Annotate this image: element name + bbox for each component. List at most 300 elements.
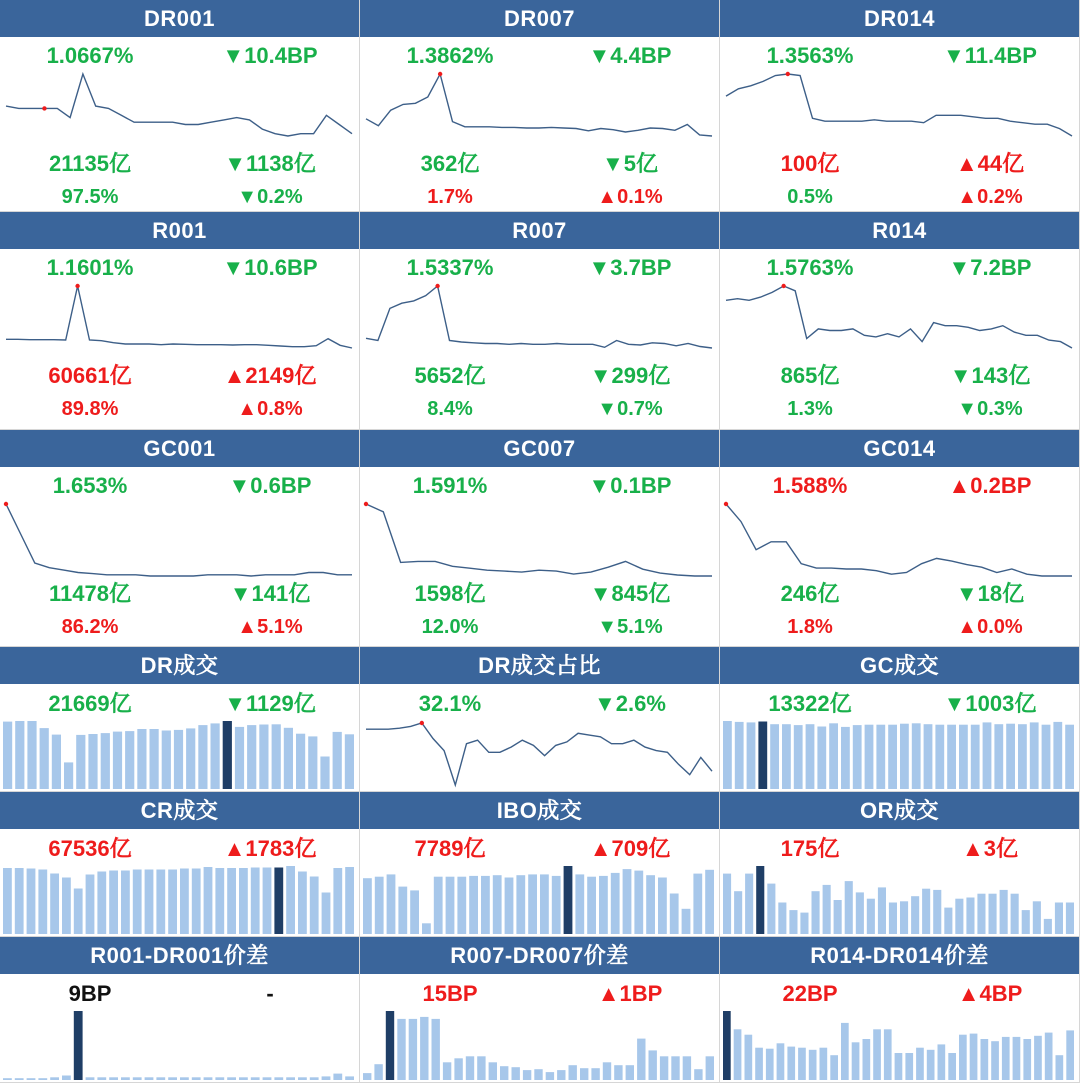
bar — [682, 909, 691, 934]
panel-r001-dr001 — [0, 937, 360, 1083]
bar — [156, 1077, 165, 1080]
panel-title: CR成交 — [0, 792, 359, 829]
bar — [649, 1050, 657, 1080]
bar — [745, 874, 753, 934]
bar — [251, 868, 260, 935]
share-value-change: ▲0.0% — [957, 616, 1023, 638]
bar — [477, 1056, 485, 1080]
bar — [694, 1069, 702, 1080]
bar — [856, 892, 864, 934]
panel-r001 — [0, 212, 360, 430]
bar — [841, 1023, 849, 1080]
bar — [397, 1019, 405, 1080]
peak-point — [786, 72, 790, 76]
bar — [905, 1053, 913, 1080]
peak-point — [420, 721, 424, 725]
bar — [15, 721, 24, 789]
rate-value: 1.3862% — [406, 43, 494, 68]
volume-value-change: ▲2149亿 — [223, 363, 317, 388]
bar — [889, 903, 897, 935]
bar — [192, 1077, 201, 1080]
bar — [693, 874, 702, 934]
share-value-change: ▲0.8% — [237, 398, 303, 420]
bar — [345, 867, 354, 934]
bar — [150, 729, 159, 789]
share-value-change: ▼0.7% — [597, 398, 663, 420]
bar — [109, 1077, 118, 1080]
volume-value-change: ▼1138亿 — [224, 151, 316, 176]
bar — [1066, 1030, 1074, 1080]
bar — [398, 887, 407, 934]
bar — [345, 1076, 354, 1080]
bar — [634, 871, 643, 934]
bar — [705, 870, 714, 934]
bar-chart — [0, 1009, 360, 1080]
bar — [528, 874, 537, 934]
rate-value-change: ▼2.6% — [594, 691, 666, 716]
bar — [626, 1065, 634, 1080]
bar — [15, 1078, 24, 1080]
bar-latest — [74, 1011, 83, 1080]
bar — [546, 1072, 554, 1080]
panel-gc — [720, 647, 1080, 792]
panel-dr014 — [720, 0, 1080, 212]
bar — [611, 873, 620, 934]
bar — [970, 1034, 978, 1080]
bar — [133, 1077, 142, 1080]
bar — [922, 889, 930, 934]
bar — [927, 1050, 935, 1080]
bar — [333, 732, 342, 789]
bar — [587, 877, 596, 934]
bar — [215, 1077, 224, 1080]
bar — [239, 868, 248, 934]
bar — [121, 1077, 130, 1080]
bar — [1066, 903, 1074, 935]
bar — [1030, 722, 1039, 789]
bar — [443, 1062, 451, 1080]
bar — [800, 913, 808, 934]
rate-value-change: ▼1003亿 — [943, 691, 1037, 716]
bar — [1013, 1037, 1021, 1080]
bar — [1034, 1036, 1042, 1080]
bar — [955, 899, 963, 934]
rate-value-change: - — [266, 981, 274, 1006]
rate-value-change: ▲709亿 — [589, 836, 671, 861]
bar — [938, 1044, 946, 1080]
peak-point — [75, 284, 79, 288]
bar — [235, 727, 244, 789]
bar — [180, 869, 189, 935]
series-line — [366, 723, 712, 785]
bar — [251, 1077, 260, 1080]
bar — [766, 1049, 774, 1080]
rate-value: 1.0667% — [46, 43, 134, 68]
bar — [557, 1070, 565, 1080]
bar — [845, 881, 853, 934]
peak-point — [42, 106, 46, 110]
volume-value-change: ▼141亿 — [229, 581, 311, 606]
bar — [614, 1065, 622, 1080]
bar-latest — [386, 1011, 394, 1080]
bar — [466, 1056, 474, 1080]
series-line — [726, 74, 1072, 136]
bar — [322, 893, 331, 935]
rate-value-change: ▼10.6BP — [222, 255, 318, 280]
bar — [52, 735, 61, 789]
bar — [1042, 725, 1051, 789]
series-line — [6, 504, 352, 576]
volume-value: 246亿 — [780, 581, 840, 606]
bar — [591, 1068, 599, 1080]
bar — [469, 876, 478, 934]
bar — [959, 1035, 967, 1080]
bar — [27, 721, 36, 789]
share-value-change: ▼0.2% — [237, 186, 303, 208]
bar — [989, 894, 997, 934]
bar — [298, 1077, 307, 1080]
line-chart — [360, 500, 720, 580]
bar — [755, 1048, 763, 1080]
bar — [88, 734, 97, 789]
line-chart — [720, 500, 1080, 580]
bar — [1055, 903, 1063, 935]
share-value-change: ▲5.1% — [237, 616, 303, 638]
bar — [834, 900, 842, 934]
panel-title: DR014 — [720, 0, 1079, 37]
panel-gc007 — [360, 430, 720, 647]
bar — [121, 871, 130, 935]
bar — [884, 1029, 892, 1080]
panel-ibo — [360, 792, 720, 937]
bar — [1065, 725, 1074, 789]
bar — [1002, 1037, 1010, 1080]
bar — [823, 885, 831, 934]
bar — [308, 736, 317, 789]
peak-point — [781, 284, 785, 288]
bar — [841, 727, 850, 789]
bar — [540, 874, 549, 934]
rate-value-change: ▲1BP — [597, 981, 663, 1006]
series-line — [366, 504, 712, 576]
volume-value: 100亿 — [780, 151, 840, 176]
bar — [912, 723, 921, 789]
bar — [284, 728, 293, 789]
bar — [734, 891, 742, 934]
bar — [723, 874, 731, 934]
rate-value-change: ▼4.4BP — [588, 43, 672, 68]
bar — [409, 1019, 417, 1080]
panel-dr007 — [360, 0, 720, 212]
rate-value: 1.1601% — [46, 255, 134, 280]
bar — [820, 1048, 828, 1080]
bar — [777, 1043, 785, 1080]
bar — [947, 725, 956, 789]
bar — [569, 1065, 577, 1080]
bar — [286, 1077, 295, 1080]
bar — [109, 871, 118, 935]
bar — [798, 1048, 806, 1080]
share-value: 0.5% — [787, 186, 833, 208]
bar — [375, 877, 384, 934]
bar — [263, 1077, 272, 1080]
bar — [735, 722, 744, 789]
bar — [247, 725, 256, 789]
volume-value: 60661亿 — [48, 363, 132, 388]
bar — [481, 876, 490, 934]
line-chart — [0, 282, 360, 352]
bar — [86, 875, 95, 935]
panel-title: R014 — [720, 212, 1079, 249]
bar — [500, 1066, 508, 1080]
series-line — [366, 74, 712, 136]
panel-title: DR001 — [0, 0, 359, 37]
share-value: 8.4% — [427, 398, 473, 420]
rate-value: 21669亿 — [48, 691, 132, 716]
bar — [27, 869, 36, 935]
rate-value-change: ▼7.2BP — [948, 255, 1032, 280]
bar — [227, 868, 236, 934]
bar — [977, 894, 985, 934]
rate-value: 67536亿 — [48, 836, 132, 861]
volume-value-change: ▲44亿 — [955, 151, 1025, 176]
bar — [454, 1058, 462, 1080]
bar — [145, 870, 154, 935]
bar — [113, 732, 122, 789]
panel-title: R014-DR014价差 — [720, 937, 1079, 974]
bar — [168, 1077, 177, 1080]
bar — [916, 1048, 924, 1080]
volume-value-change: ▼299亿 — [589, 363, 671, 388]
bar — [374, 1064, 382, 1080]
panel-or — [720, 792, 1080, 937]
bar — [959, 725, 968, 789]
bar — [723, 721, 732, 789]
bar — [876, 725, 885, 789]
bar — [878, 887, 886, 934]
bar — [333, 1074, 342, 1080]
rate-value: 7789亿 — [414, 836, 486, 861]
bar — [971, 725, 980, 789]
bar — [156, 870, 165, 935]
bar — [50, 1077, 59, 1080]
bar — [830, 1055, 838, 1080]
series-line — [6, 286, 352, 348]
bar — [806, 724, 815, 789]
bar — [489, 1062, 497, 1080]
bar — [637, 1039, 645, 1080]
bar — [420, 1017, 428, 1080]
bar — [782, 724, 791, 789]
bar — [767, 884, 775, 934]
panel-r014 — [720, 212, 1080, 430]
panel-gc014 — [720, 430, 1080, 647]
panel-title: OR成交 — [720, 792, 1079, 829]
bar — [434, 877, 443, 934]
bar-chart — [360, 864, 720, 934]
volume-value: 21135亿 — [49, 151, 131, 176]
bar — [322, 1076, 331, 1080]
volume-value-change: ▼5亿 — [601, 151, 658, 176]
panel-title: GC014 — [720, 430, 1079, 467]
bar — [3, 868, 12, 934]
bar — [38, 870, 47, 935]
bar — [900, 724, 909, 789]
share-value: 86.2% — [61, 616, 119, 638]
bar-latest — [723, 1011, 731, 1080]
bar — [966, 898, 974, 935]
bar — [888, 725, 897, 789]
bar-latest — [564, 866, 573, 934]
bar — [1056, 1055, 1064, 1080]
panel-title: R007-DR007价差 — [360, 937, 719, 974]
rate-value-change: ▼11.4BP — [943, 43, 1037, 68]
bar — [670, 894, 679, 935]
bar — [76, 735, 85, 789]
rate-value: 22BP — [782, 981, 838, 1006]
bar — [174, 730, 183, 789]
bar — [1044, 919, 1052, 934]
rate-value: 1.5763% — [766, 255, 854, 280]
bar — [145, 1077, 154, 1080]
panel-title: GC001 — [0, 430, 359, 467]
volume-value-change: ▼143亿 — [949, 363, 1031, 388]
bar — [263, 868, 272, 935]
bar — [603, 1062, 611, 1080]
bar-latest — [756, 866, 764, 934]
peak-point — [4, 502, 8, 506]
bar — [125, 731, 134, 789]
bar-chart — [360, 1009, 720, 1080]
bar-chart — [720, 1009, 1080, 1080]
rate-value: 175亿 — [780, 836, 840, 861]
bar — [3, 1078, 12, 1080]
bar — [865, 725, 874, 789]
bar — [363, 878, 372, 934]
bar-chart — [720, 719, 1080, 789]
bar — [660, 1056, 668, 1080]
bar — [900, 901, 908, 934]
line-chart — [0, 500, 360, 580]
bar — [534, 1069, 542, 1080]
bar — [523, 1070, 531, 1080]
bar — [852, 1042, 860, 1080]
line-chart — [360, 70, 720, 140]
bar — [981, 1039, 989, 1080]
bar — [873, 1029, 881, 1080]
bar — [15, 868, 24, 934]
bar — [432, 1019, 440, 1080]
bar — [867, 899, 875, 934]
bar — [924, 724, 933, 789]
bar — [1033, 901, 1041, 934]
bar — [512, 1067, 520, 1080]
bar — [38, 1078, 47, 1080]
bar — [794, 725, 803, 789]
line-chart — [360, 282, 720, 352]
share-value: 12.0% — [421, 616, 479, 638]
bar — [133, 870, 142, 935]
bar — [215, 868, 224, 934]
bar-latest — [223, 721, 232, 789]
bar — [983, 722, 992, 789]
rate-value: 13322亿 — [768, 691, 852, 716]
volume-value: 11478亿 — [49, 581, 131, 606]
bar-chart — [720, 864, 1080, 934]
bar — [944, 908, 952, 934]
bar — [446, 877, 455, 934]
rate-value: 1.5337% — [406, 255, 494, 280]
bar — [204, 1077, 213, 1080]
bar — [259, 725, 268, 790]
bar — [180, 1077, 189, 1080]
bar — [86, 1077, 95, 1080]
bar — [97, 872, 106, 935]
bar — [812, 891, 820, 934]
bar — [274, 1077, 283, 1080]
panel-title: R007 — [360, 212, 719, 249]
bar — [789, 910, 797, 934]
bar — [747, 722, 756, 789]
bar-chart — [0, 864, 360, 934]
bar — [62, 1076, 71, 1081]
bar — [101, 733, 110, 789]
rate-value-change: ▼1129亿 — [224, 691, 316, 716]
volume-value: 865亿 — [780, 363, 840, 388]
bar — [505, 878, 514, 935]
panel-gc001 — [0, 430, 360, 647]
rate-value-change: ▲1783亿 — [223, 836, 317, 861]
bar — [227, 1077, 236, 1080]
bar — [911, 896, 919, 934]
bar — [706, 1056, 714, 1080]
bar — [853, 725, 862, 789]
bar — [787, 1047, 795, 1080]
bar — [62, 878, 71, 935]
bar — [1053, 722, 1062, 789]
panel-title: GC007 — [360, 430, 719, 467]
bar — [1018, 724, 1027, 789]
peak-point — [438, 72, 442, 76]
bar — [286, 866, 295, 934]
rate-value-change: ▲3亿 — [961, 836, 1018, 861]
bar — [683, 1056, 691, 1080]
bar — [948, 1053, 956, 1080]
share-value-change: ▲0.1% — [597, 186, 663, 208]
bar — [74, 889, 83, 935]
bar — [320, 757, 329, 790]
peak-point — [364, 502, 368, 506]
bar — [310, 877, 319, 935]
bar — [97, 1077, 106, 1080]
bar — [162, 731, 171, 790]
bar — [580, 1068, 588, 1080]
bar — [646, 875, 655, 934]
rate-value: 32.1% — [418, 691, 482, 716]
panel-title: DR成交 — [0, 647, 359, 684]
bar — [933, 890, 941, 934]
bar — [817, 727, 826, 790]
line-chart — [0, 70, 360, 140]
panel-title: R001 — [0, 212, 359, 249]
share-value: 97.5% — [61, 186, 119, 208]
bar — [734, 1029, 742, 1080]
bar — [457, 877, 466, 934]
rate-value-change: ▼0.1BP — [588, 473, 672, 498]
bar — [895, 1053, 903, 1080]
bar — [192, 869, 201, 935]
bar — [1045, 1033, 1053, 1080]
